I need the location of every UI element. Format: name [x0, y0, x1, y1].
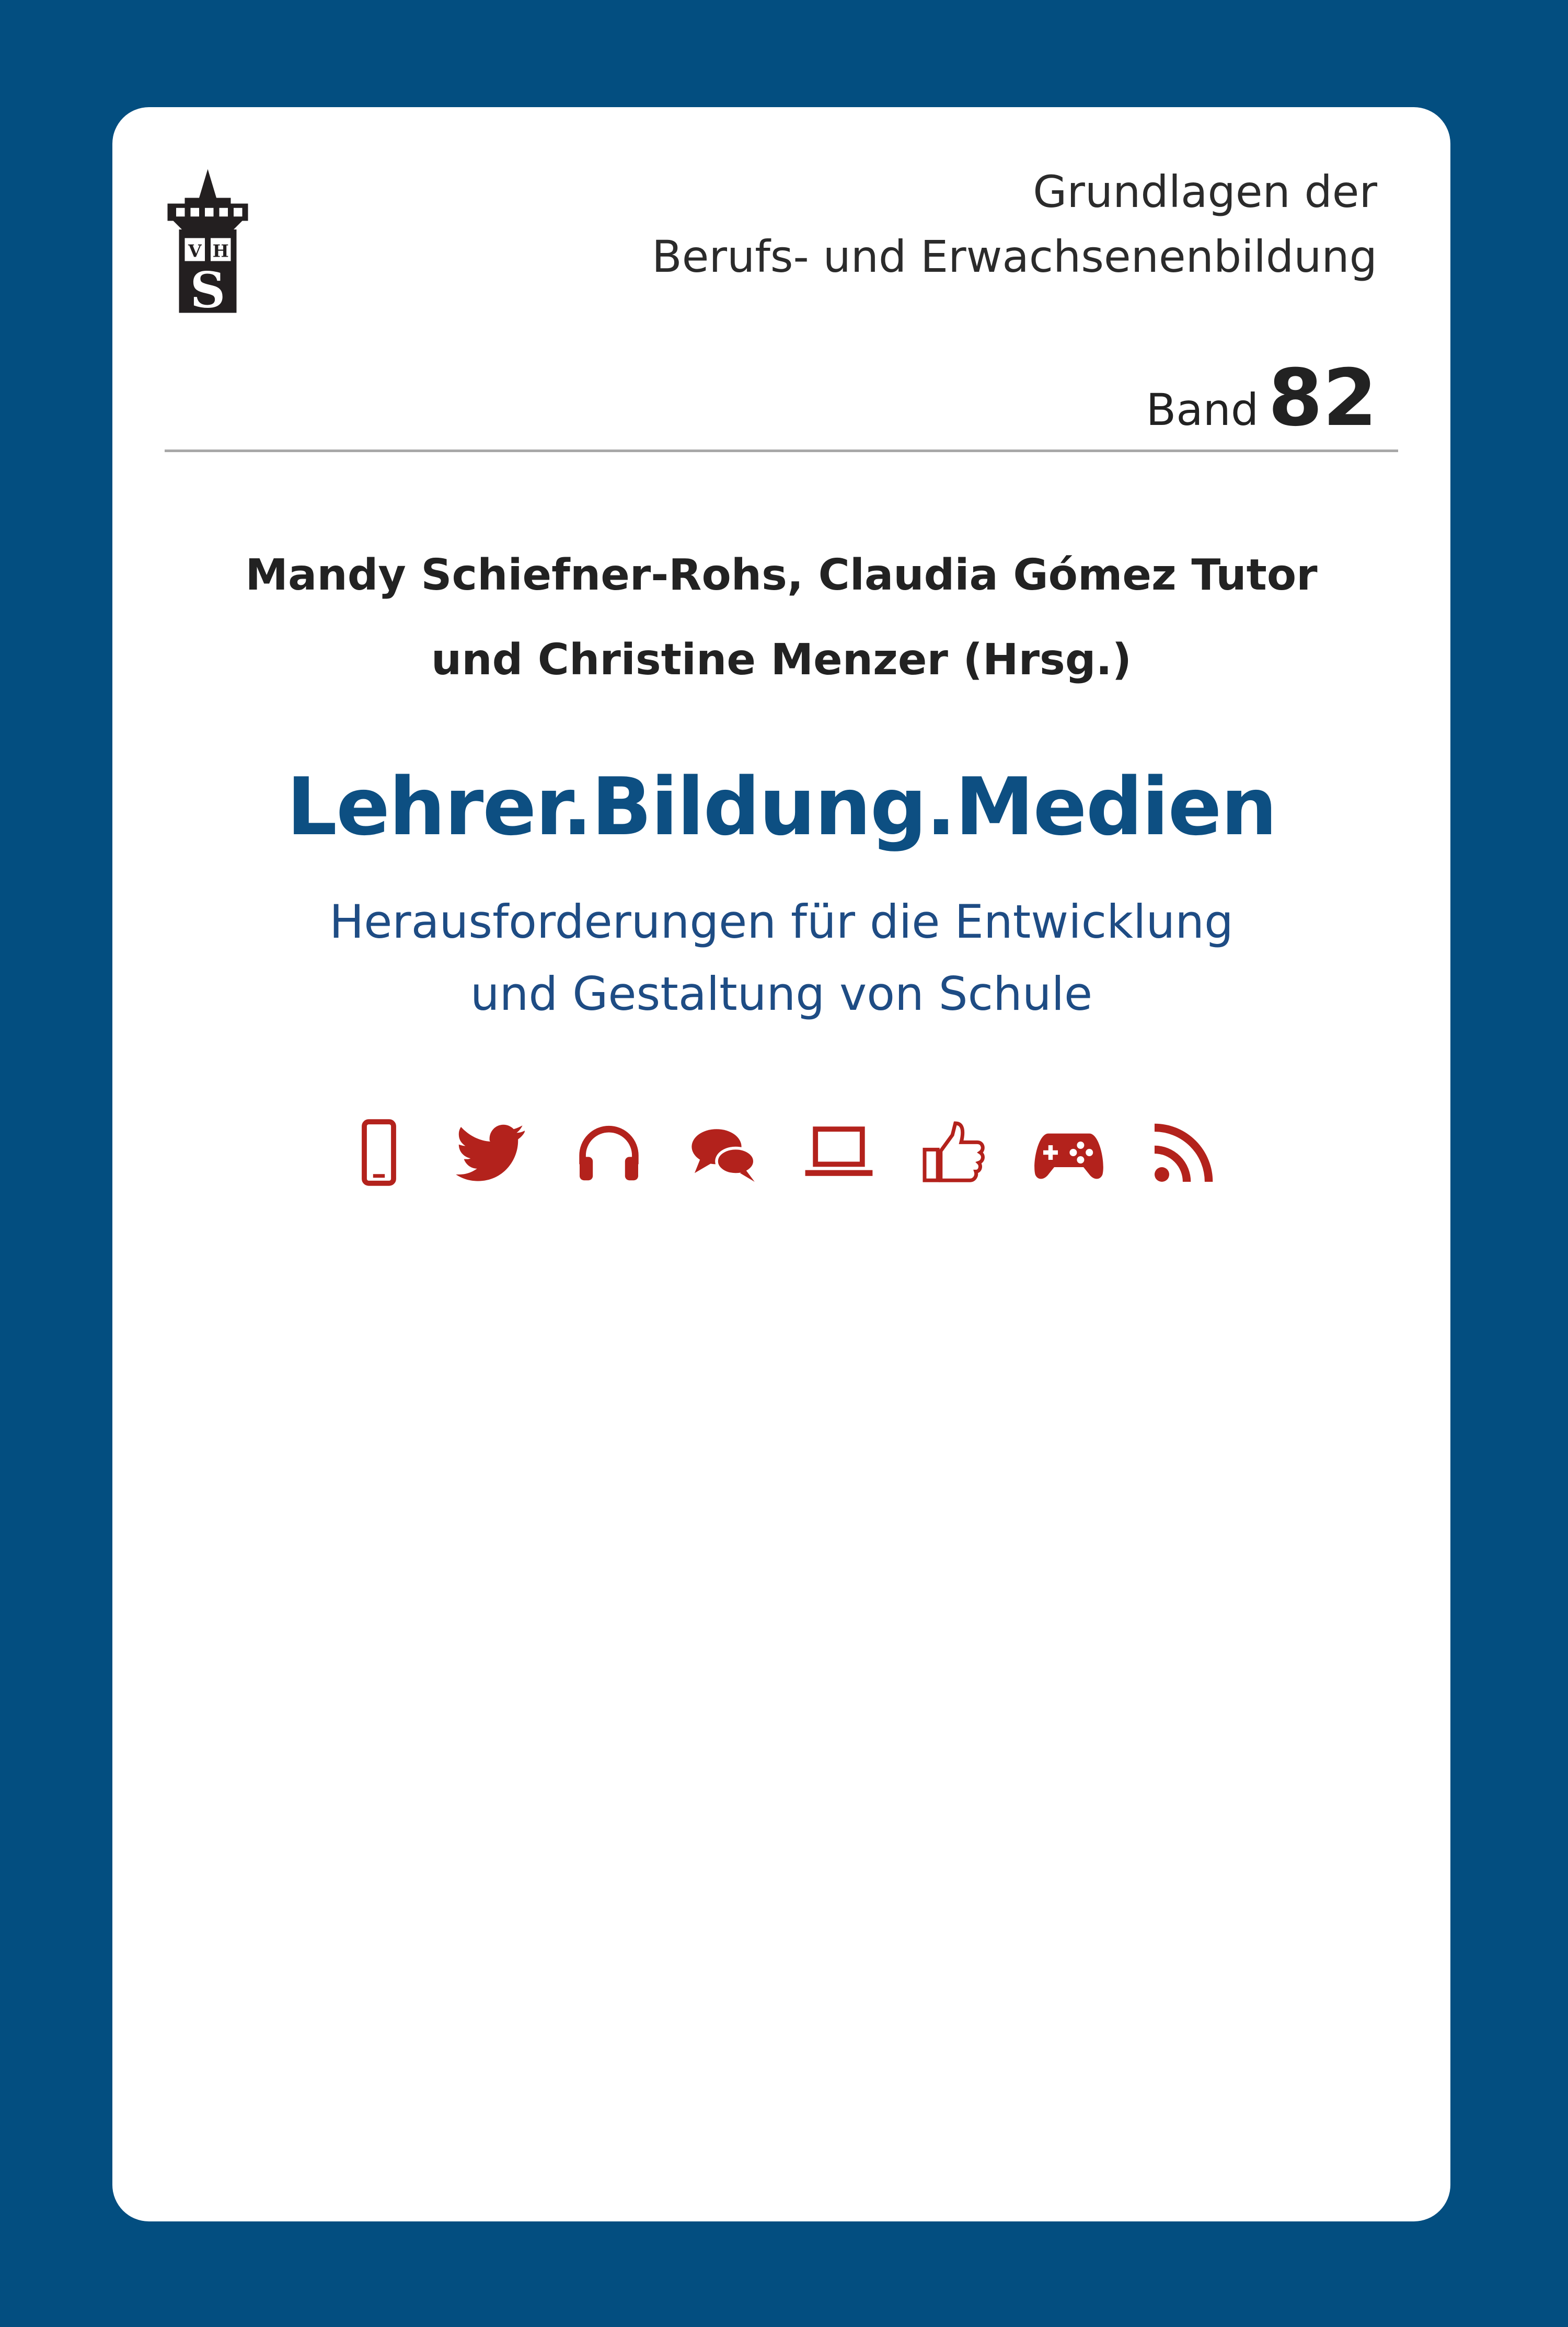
volume-label [1146, 353, 1377, 444]
book-subtitle [112, 886, 1450, 1030]
gamepad-icon [1024, 1116, 1113, 1189]
volume-word: Band [1146, 384, 1259, 435]
svg-text:V: V [188, 240, 202, 261]
cover-card [112, 107, 1450, 2221]
book-title: Lehrer.Bildung.Medien [286, 761, 1276, 853]
chat-bubbles-icon [679, 1116, 768, 1189]
series-title [652, 159, 1377, 289]
editors [112, 533, 1450, 702]
tablet-icon [335, 1116, 423, 1189]
laptop-icon [794, 1116, 883, 1189]
subtitle-line-1: Herausforderungen für die Entwicklung [329, 895, 1233, 949]
editors-line-1: Mandy Schiefner-Rohs, Claudia Gómez Tutor [245, 550, 1318, 600]
twitter-bird-icon [449, 1116, 538, 1189]
series-line-2: Berufs- und Erwachsenenbildung [652, 231, 1377, 282]
subtitle-line-2: und Gestaltung von Schule [470, 967, 1093, 1021]
publisher-logo-icon [165, 169, 251, 313]
svg-text:S: S [190, 261, 226, 313]
headphones-icon [564, 1116, 653, 1189]
divider-rule [165, 450, 1398, 452]
editors-line-2: und Christine Menzer (Hrsg.) [431, 635, 1132, 685]
svg-text:H: H [212, 240, 229, 261]
volume-number: 82 [1268, 353, 1377, 444]
media-icon-row [112, 1116, 1450, 1189]
thumbs-up-icon [909, 1116, 998, 1189]
series-line-1: Grundlagen der [1033, 166, 1377, 217]
rss-feed-icon [1139, 1116, 1228, 1189]
